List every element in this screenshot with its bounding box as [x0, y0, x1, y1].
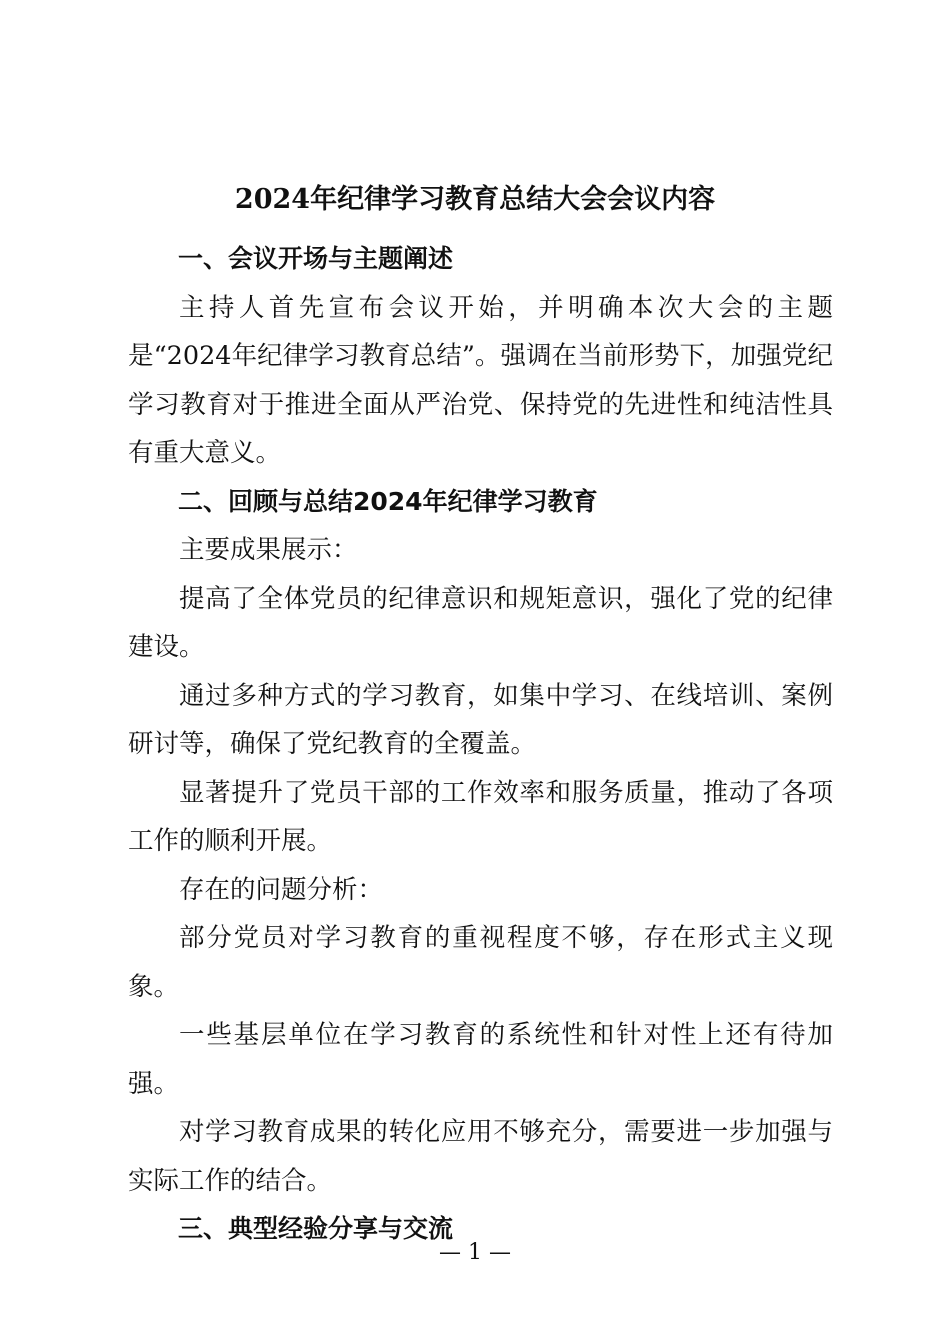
body-paragraph: 提高了全体党员的纪律意识和规矩意识，强化了党的纪律建设。	[128, 583, 833, 662]
body-paragraph: 一些基层单位在学习教育的系统性和针对性上还有待加强。	[128, 1020, 833, 1099]
body-paragraph: 显著提升了党员干部的工作效率和服务质量，推动了各项工作的顺利开展。	[128, 777, 833, 856]
section-heading: 二、回顾与总结2024年纪律学习教育	[178, 486, 598, 516]
body-paragraph: 对学习教育成果的转化应用不够充分，需要进一步加强与实际工作的结合。	[128, 1117, 833, 1196]
page-number: — 1 —	[439, 1240, 511, 1265]
document-body	[128, 235, 833, 1254]
section-opening	[128, 235, 833, 478]
document-title: 2024年纪律学习教育总结大会会议内容	[234, 184, 716, 215]
body-paragraph: 主持人首先宣布会议开始，并明确本次大会的主题是“2024年纪律学习教育总结”。强调在当前形势下，加强党纪学习教育对于推进全面从严治党、保持党的先进性和纯洁性具有重大意义。	[128, 292, 833, 468]
section-heading: 三、典型经验分享与交流	[178, 1214, 454, 1243]
subheading-paragraph: 存在的问题分析：	[179, 874, 384, 905]
body-paragraph: 通过多种方式的学习教育，如集中学习、在线培训、案例研讨等，确保了党纪教育的全覆盖。	[128, 680, 833, 759]
section-heading: 一、会议开场与主题阐述	[178, 244, 454, 273]
subheading-paragraph: 主要成果展示：	[179, 535, 358, 565]
body-paragraph: 部分党员对学习教育的重视程度不够，存在形式主义现象。	[128, 923, 833, 1002]
section-review-summary	[128, 478, 833, 1206]
